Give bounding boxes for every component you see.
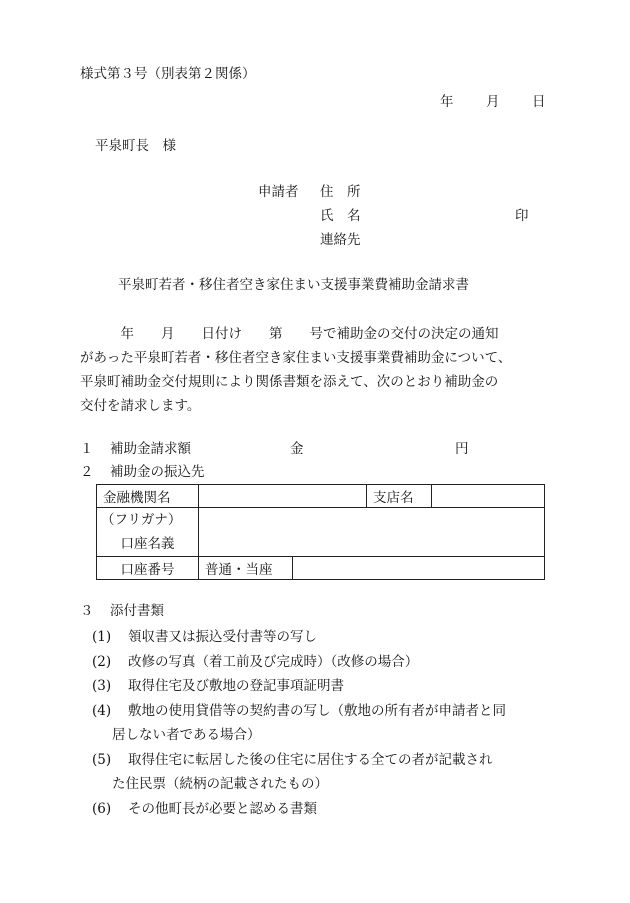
section1-kin: 金 <box>290 441 304 457</box>
table-row <box>97 508 545 557</box>
account-number-label: 口座番号 <box>97 557 199 580</box>
list-item-continuation <box>92 772 552 797</box>
list-item-number: (4) <box>92 702 112 719</box>
table-row <box>97 485 545 508</box>
branch-name-field[interactable] <box>432 485 545 508</box>
list-item-text: 居しない者である場合） <box>112 727 261 743</box>
body-line-4: 交付を請求します。 <box>80 398 201 414</box>
seal-label: 印 <box>515 208 529 224</box>
section3-label: 添付書類 <box>110 603 164 619</box>
form-number: 様式第３号（別表第２関係） <box>80 66 256 82</box>
list-item-number: (2) <box>92 653 112 670</box>
account-type-field[interactable]: 普通・当座 <box>199 557 293 580</box>
list-item <box>92 699 552 724</box>
list-item-number: (5) <box>92 751 112 768</box>
addressee: 平泉町長 様 <box>95 138 176 154</box>
list-item <box>92 625 552 650</box>
list-item-text: 取得住宅及び敷地の登記事項証明書 <box>128 678 344 694</box>
bank-name-field[interactable] <box>199 485 367 508</box>
table-row <box>97 557 545 580</box>
list-item-text: 改修の写真（着工前及び完成時）（改修の場合） <box>128 653 419 670</box>
section1-yen: 円 <box>455 441 469 457</box>
list-item-number: (1) <box>92 629 112 645</box>
list-item <box>92 674 552 699</box>
list-item-text: 取得住宅に転居した後の住宅に居住する全ての者が記載され <box>128 751 493 768</box>
list-item-text: た住民票（続柄の記載されたもの） <box>112 776 328 792</box>
body-line-1: 年 月 日付け 第 号で補助金の交付の決定の通知 <box>80 326 499 342</box>
body-line-3: 平泉町補助金交付規則により関係書類を添えて、次のとおり補助金の <box>80 374 499 390</box>
date-year-label: 年 <box>440 94 454 110</box>
branch-name-label: 支店名 <box>367 485 432 508</box>
attachment-list <box>92 625 552 821</box>
account-name-label: 口座名義 <box>120 536 175 552</box>
bank-name-label: 金融機関名 <box>97 485 199 508</box>
section2-number: ２ <box>80 464 94 480</box>
bank-account-table <box>96 484 545 580</box>
section2-label: 補助金の振込先 <box>110 464 205 480</box>
furigana-label: （フリガナ） <box>101 512 182 528</box>
list-item-number: (3) <box>92 678 112 694</box>
list-item-continuation <box>92 723 552 748</box>
applicant-label: 申請者 <box>258 184 299 200</box>
list-item <box>92 797 552 822</box>
account-name-field[interactable] <box>199 508 545 557</box>
body-line-2: があった平泉町若者・移住者空き家住まい支援事業費補助金について、 <box>80 350 512 366</box>
account-number-field[interactable] <box>293 557 545 580</box>
date-day-label: 日 <box>532 94 546 110</box>
list-item <box>92 650 552 675</box>
list-item-text: その他町長が必要と認める書類 <box>128 800 317 817</box>
section3-number: ３ <box>80 603 94 619</box>
document-title: 平泉町若者・移住者空き家住まい支援事業費補助金請求書 <box>118 277 469 293</box>
section1-number: １ <box>80 441 94 457</box>
list-item-text: 領収書又は振込受付書等の写し <box>128 629 317 645</box>
section1-label: 補助金請求額 <box>110 441 191 457</box>
list-item-text: 敷地の使用貸借等の契約書の写し（敷地の所有者が申請者と同 <box>128 702 506 719</box>
account-name-label-cell <box>97 508 199 557</box>
list-item <box>92 748 552 773</box>
contact-label: 連絡先 <box>320 232 361 248</box>
list-item-number: (6) <box>92 800 112 817</box>
address-label: 住 所 <box>320 184 361 200</box>
date-month-label: 月 <box>486 94 500 110</box>
name-label: 氏 名 <box>320 208 361 224</box>
